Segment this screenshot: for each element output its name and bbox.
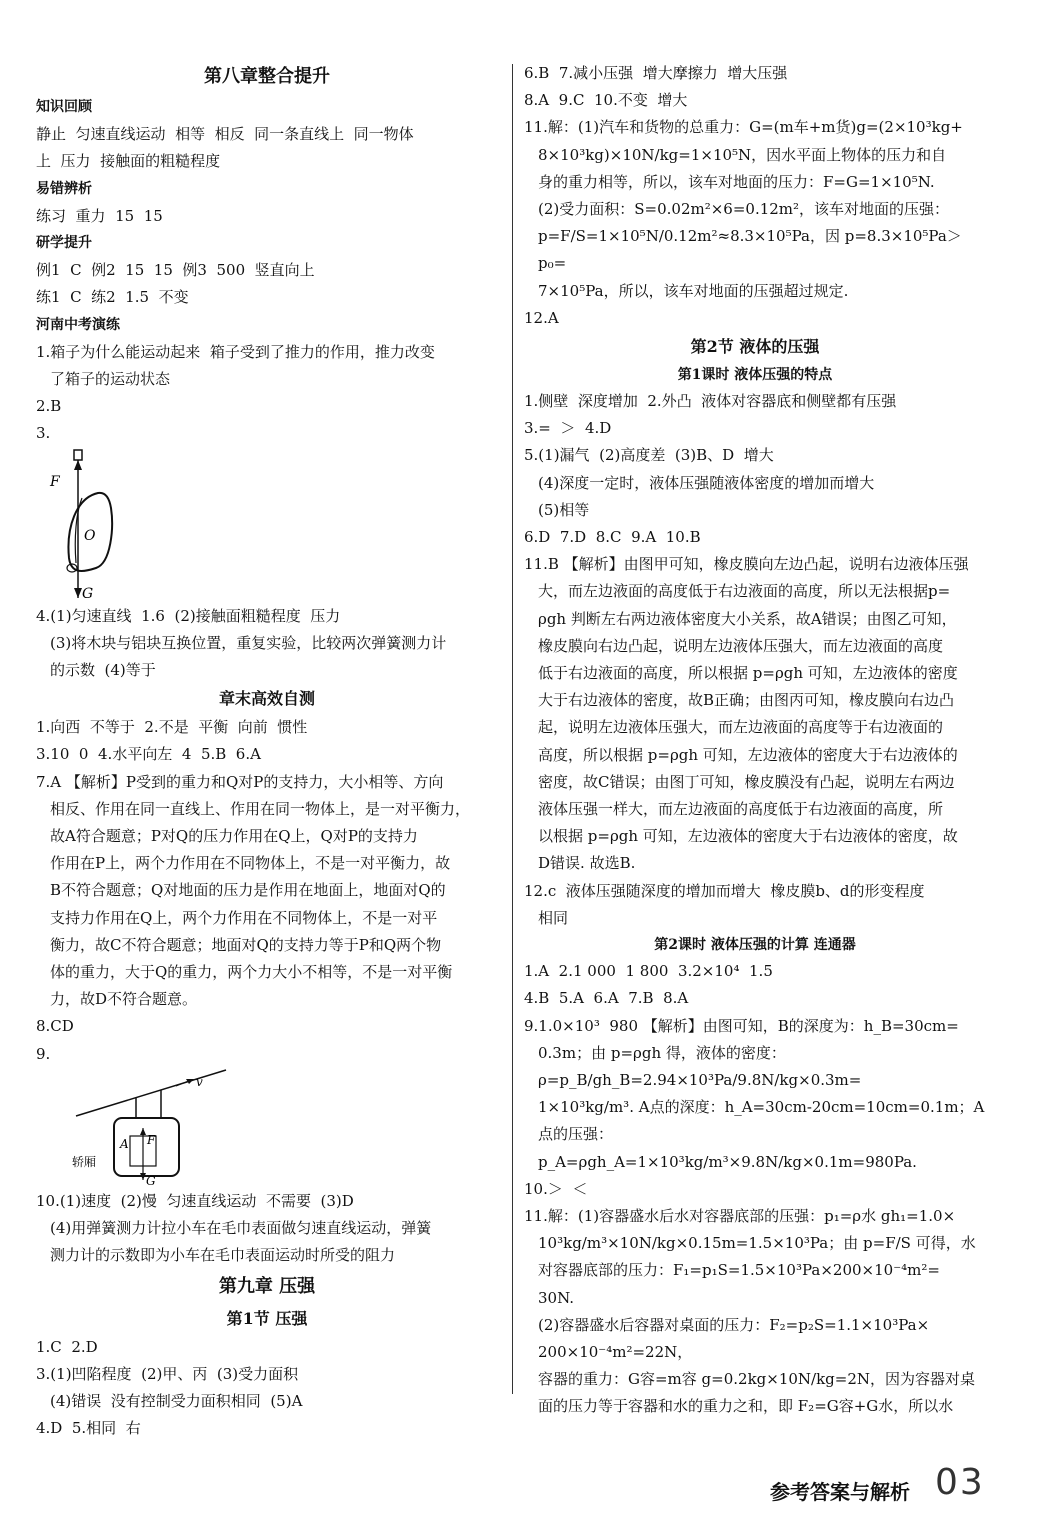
block-label: 易错辨析 bbox=[36, 180, 92, 197]
answer-line: 1×10³kg/m³. A点的深度：h_A=30cm-20cm=10cm=0.1m；A bbox=[538, 1098, 985, 1117]
answer-line: 作用在P上，两个力作用在不同物体上，不是一对平衡力，故 bbox=[50, 854, 451, 873]
block-label: 知识回顾 bbox=[36, 99, 92, 115]
answer-line: 容器的重力：G容=m容 g=0.2kg×10N/kg=2N，因为容器对桌 bbox=[538, 1370, 976, 1389]
answer-line: 衡力，故C不符合题意；地面对Q的支持力等于P和Q两个物 bbox=[50, 935, 442, 954]
page-number: 03 bbox=[935, 1462, 985, 1503]
answer-line: 相同 bbox=[538, 908, 569, 927]
answer-line: 0.3m；由 p=ρgh 得，液体的密度：ρ=p_B/gh_B=2.94×10³Pa/9.8N/kg×0.3m= bbox=[538, 1043, 862, 1089]
answer-line: 11.解：(1)容器盛水后水对容器底部的压强：p₁=ρ水 gh₁=1.0× bbox=[524, 1206, 956, 1225]
answer-line: 静止 匀速直线运动 相等 相反 同一条直线上 同一物体 bbox=[36, 125, 414, 144]
answer-line: 4.(1)匀速直线 1.6 (2)接触面粗糙程度 压力 bbox=[36, 606, 341, 625]
answer-line: 了箱子的运动状态 bbox=[50, 370, 171, 389]
answer-line: 低于右边液面的高度，所以根据 p=ρgh 可知，左边液体的密度 bbox=[538, 664, 958, 683]
answer-line: 6.D 7.D 8.C 9.A 10.B bbox=[524, 528, 701, 547]
answer-line: 起，说明左边液体压强大，而左边液面的高度等于右边液面的 bbox=[538, 718, 944, 737]
answer-line: 上 压力 接触面的粗糙程度 bbox=[36, 152, 221, 171]
answer-line: 2.B bbox=[36, 397, 62, 416]
fig2-label-car: 轿厢 bbox=[72, 1154, 97, 1169]
answer-line: 例1 C 例2 15 15 例3 500 竖直向上 bbox=[36, 261, 315, 280]
fig2-label-F: F bbox=[147, 1132, 156, 1147]
answer-line: 3.(1)凹陷程度 (2)甲、丙 (3)受力面积 bbox=[36, 1364, 299, 1383]
answer-line: 8×10³kg)×10N/kg=1×10⁵N，因水平面上物体的压力和自 bbox=[538, 145, 947, 164]
answer-line: 支持力作用在Q上，两个力作用在不同物体上，不是一对平 bbox=[50, 908, 438, 927]
answer-line: 测力计的示数即为小车在毛巾表面运动时所受的阻力 bbox=[50, 1246, 396, 1265]
subsection-heading: 第1课时 液体压强的特点 bbox=[677, 367, 833, 384]
answer-line: 的示数 (4)等于 bbox=[50, 661, 156, 680]
fig1-label-G: G bbox=[82, 585, 94, 602]
section-heading: 第八章整合提升 bbox=[204, 66, 330, 87]
answer-line: 30N. bbox=[538, 1288, 575, 1307]
left-column bbox=[36, 60, 498, 1442]
answer-line: 故A符合题意；P对Q的压力作用在Q上，Q对P的支持力 bbox=[50, 827, 418, 846]
answer-line: 对容器底部的压力：F₁=p₁S=1.5×10³Pa×200×10⁻⁴m²= bbox=[538, 1261, 940, 1280]
answer-line: 8.CD bbox=[36, 1017, 74, 1036]
answer-line: 点的压强：p_A=ρgh_A=1×10³kg/m³×9.8N/kg×0.1m=980Pa. bbox=[538, 1125, 917, 1171]
answer-line: 1.A 2.1 000 1 800 3.2×10⁴ 1.5 bbox=[524, 962, 773, 981]
answer-line: 9.1.0×10³ 980 【解析】由图可知，B的深度为：h_B=30cm= bbox=[524, 1016, 959, 1035]
subsection-heading: 第2课时 液体压强的计算 连通器 bbox=[654, 937, 856, 954]
fig2-label-v: v bbox=[196, 1074, 203, 1089]
answer-line: 5.(1)漏气 (2)高度差 (3)B、D 增大 bbox=[524, 446, 774, 465]
answer-line: 4.D 5.相同 右 bbox=[36, 1419, 141, 1438]
column-divider bbox=[512, 64, 513, 1394]
force-diagram-2 bbox=[36, 1068, 256, 1188]
answer-line: 身的重力相等，所以，该车对地面的压力：F=G=1×10⁵N. bbox=[538, 172, 935, 191]
right-column bbox=[524, 60, 986, 1421]
answer-line: 10.＞ ＜ bbox=[524, 1179, 588, 1198]
section-heading: 第九章 压强 bbox=[218, 1275, 316, 1297]
answer-line: 大，而左边液面的高度低于右边液面的高度，所以无法根据p= bbox=[538, 582, 951, 601]
answer-line: p=F/S=1×10⁵N/0.12m²≈8.3×10⁵Pa，因 p=8.3×10⁵Pa＞p₀= bbox=[538, 227, 962, 273]
answer-line: 7.A 【解析】P受到的重力和Q对P的支持力，大小相等、方向 bbox=[36, 772, 444, 791]
answer-line: D错误. 故选B. bbox=[538, 854, 636, 873]
answer-line: (4)错误 没有控制受力面积相同 (5)A bbox=[50, 1391, 303, 1410]
answer-line: 11.B 【解析】由图甲可知，橡皮膜向左边凸起，说明右边液体压强 bbox=[524, 555, 969, 574]
answer-line: 密度，故C错误；由图丁可知，橡皮膜没有凸起，说明左右两边 bbox=[538, 772, 955, 791]
answer-line: 3.10 0 4.水平向左 4 5.B 6.A bbox=[36, 745, 261, 764]
section-heading: 第2节 液体的压强 bbox=[690, 337, 820, 357]
answer-line: 6.B 7.减小压强 增大摩擦力 增大压强 bbox=[524, 64, 788, 82]
answer-line: 8.A 9.C 10.不变 增大 bbox=[524, 91, 688, 110]
force-diagram-1 bbox=[36, 448, 156, 603]
answer-line: 高度，所以根据 p=ρgh 可知，左边液体的密度大于右边液体的 bbox=[538, 745, 958, 764]
answer-line: 1.箱子为什么能运动起来 箱子受到了推力的作用，推力改变 bbox=[36, 342, 435, 361]
answer-line: 3.= ＞ 4.D bbox=[524, 419, 612, 438]
answer-line: 12.c 液体压强随深度的增加而增大 橡皮膜b、d的形变程度 bbox=[524, 881, 925, 900]
answer-line: 11.解：(1)汽车和货物的总重力：G=(m车+m货)g=(2×10³kg+ bbox=[524, 118, 963, 137]
section-heading: 章末高效自测 bbox=[218, 689, 315, 709]
answer-line: ρgh 判断左右两边液体密度大小关系，故A错误；由图乙可知， bbox=[538, 609, 957, 628]
answer-line: (2)容器盛水后容器对桌面的压力：F₂=p₂S=1.1×10³Pa× bbox=[538, 1315, 930, 1334]
answer-line: 练习 重力 15 15 bbox=[36, 206, 163, 225]
answer-line: 练1 C 练2 1.5 不变 bbox=[36, 288, 189, 307]
answer-line: 大于右边液体的密度，故B正确；由图丙可知，橡皮膜向右边凸 bbox=[538, 691, 955, 710]
answer-line: 体的重力，大于Q的重力，两个力大小不相等，不是一对平衡 bbox=[50, 963, 453, 982]
answer-line: 3. bbox=[36, 424, 51, 443]
answer-line: (5)相等 bbox=[538, 500, 590, 519]
answer-line: (3)将木块与铝块互换位置，重复实验，比较两次弹簧测力计 bbox=[50, 633, 447, 652]
answer-line: 1.向西 不等于 2.不是 平衡 向前 惯性 bbox=[36, 718, 308, 737]
answer-line: 7×10⁵Pa，所以，该车对地面的压强超过规定. bbox=[538, 281, 849, 300]
answer-line: 橡皮膜向右边凸起，说明左边液体压强大，而左边液面的高度 bbox=[538, 636, 944, 655]
answer-line: 以根据 p=ρgh 可知，左边液体的密度大于右边液体的密度，故 bbox=[538, 827, 958, 846]
answer-line: 10.(1)速度 (2)慢 匀速直线运动 不需要 (3)D bbox=[36, 1191, 354, 1210]
answer-line: B不符合题意；Q对地面的压力是作用在地面上，地面对Q的 bbox=[50, 881, 446, 900]
answer-line: 9. bbox=[36, 1044, 51, 1063]
section-heading: 第1节 压强 bbox=[226, 1308, 308, 1328]
block-label: 研学提升 bbox=[36, 235, 92, 252]
answer-line: 相反、作用在同一直线上、作用在同一物体上，是一对平衡力， bbox=[50, 799, 471, 818]
answer-line: 面的压力等于容器和水的重力之和，即 F₂=G容+G水，所以水 bbox=[538, 1397, 954, 1416]
answer-line: 4.B 5.A 6.A 7.B 8.A bbox=[524, 989, 689, 1008]
answer-line: 200×10⁻⁴m²=22N， bbox=[538, 1342, 693, 1361]
answer-line: 1.侧壁 深度增加 2.外凸 液体对容器底和侧壁都有压强 bbox=[524, 392, 897, 411]
fig1-label-F: F bbox=[50, 473, 60, 490]
fig1-label-O: O bbox=[84, 527, 96, 544]
block-label: 河南中考演练 bbox=[36, 316, 120, 333]
fig2-label-A: A bbox=[120, 1136, 129, 1151]
fig2-label-G: G bbox=[146, 1173, 156, 1188]
answer-line: 10³kg/m³×10N/kg×0.15m=1.5×10³Pa；由 p=F/S 可得，水 bbox=[538, 1234, 976, 1253]
footer-title: 参考答案与解析 bbox=[770, 1480, 910, 1504]
answer-line: 力，故D不符合题意。 bbox=[50, 990, 198, 1009]
answer-line: 12.A bbox=[524, 308, 559, 327]
answer-line: (4)深度一定时，液体压强随液体密度的增加而增大 bbox=[538, 473, 875, 492]
answer-line: (2)受力面积：S=0.02m²×6=0.12m²，该车对地面的压强： bbox=[538, 200, 950, 219]
answer-line: 1.C 2.D bbox=[36, 1337, 98, 1356]
answer-line: (4)用弹簧测力计拉小车在毛巾表面做匀速直线运动，弹簧 bbox=[50, 1219, 432, 1238]
answer-line: 液体压强一样大，而左边液面的高度低于右边液面的高度，所 bbox=[538, 800, 944, 819]
